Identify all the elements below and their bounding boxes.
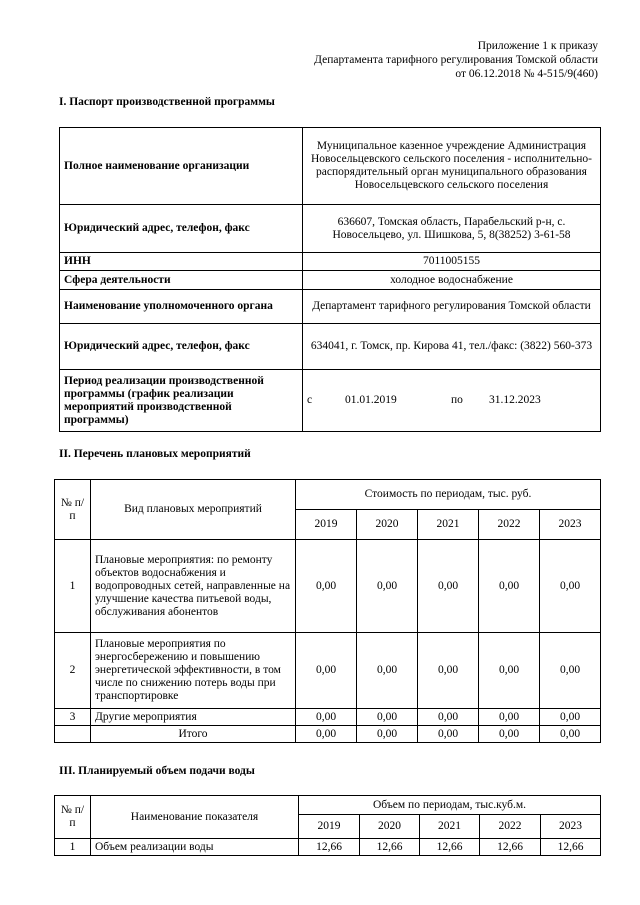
cost-value: 0,00 [540, 633, 601, 709]
period-to-word: по [451, 394, 463, 406]
cost-value: 0,00 [357, 633, 418, 709]
measure-name: Плановые мероприятия по энергосбережению и повышению энергетической эффективности, в том числе по снижению потерь воды при транспортировке [91, 633, 296, 709]
passport-value: 634041, г. Томск, пр. Кирова 41, тел./факс: (3822) 560-373 [303, 324, 601, 370]
total-value: 0,00 [418, 726, 479, 743]
passport-value: Департамент тарифного регулирования Томской области [303, 290, 601, 324]
table-row [60, 253, 601, 271]
period-value [303, 370, 601, 432]
col-number-header: № п/п [55, 480, 91, 540]
volume-value: 12,66 [541, 839, 601, 856]
year-header: 2019 [296, 510, 357, 540]
cost-value: 0,00 [479, 709, 540, 726]
cost-value: 0,00 [479, 540, 540, 633]
table-row [55, 726, 601, 743]
table-row [60, 205, 601, 253]
table-row [60, 370, 601, 432]
cost-value: 0,00 [357, 540, 418, 633]
section-2-title: II. Перечень плановых мероприятий [59, 448, 251, 460]
document-header [314, 39, 598, 81]
passport-value: холодное водоснабжение [303, 271, 601, 290]
cost-value: 0,00 [357, 709, 418, 726]
table-row [55, 480, 601, 510]
passport-label: Юридический адрес, телефон, факс [60, 205, 303, 253]
col-measure-header: Вид плановых мероприятий [91, 480, 296, 540]
table-row [60, 324, 601, 370]
total-value: 0,00 [479, 726, 540, 743]
volume-value: 12,66 [299, 839, 360, 856]
year-header: 2023 [540, 510, 601, 540]
row-number: 1 [55, 540, 91, 633]
period-from-word: с [307, 394, 313, 406]
year-header: 2021 [418, 510, 479, 540]
col-cost-header: Стоимость по периодам, тыс. руб. [296, 480, 601, 510]
header-line-2: Департамента тарифного регулирования Томской области [314, 54, 598, 66]
passport-label: Юридический адрес, телефон, факс [60, 324, 303, 370]
cost-value: 0,00 [418, 709, 479, 726]
year-header: 2020 [360, 815, 420, 839]
total-value: 0,00 [357, 726, 418, 743]
period-from-date: 01.01.2019 [345, 394, 397, 406]
measure-name: Плановые мероприятия: по ремонту объектов водоснабжения и водопроводных сетей, направленные на улучшение качества питьевой воды, обслуживания абонентов [91, 540, 296, 633]
period-to-date: 31.12.2023 [489, 394, 541, 406]
table-row [60, 290, 601, 324]
row-number: 2 [55, 633, 91, 709]
row-number [55, 726, 91, 743]
table-row [60, 271, 601, 290]
cost-value: 0,00 [418, 633, 479, 709]
year-header: 2021 [420, 815, 480, 839]
passport-value: 7011005155 [303, 253, 601, 271]
measures-table [54, 479, 601, 743]
volume-value: 12,66 [360, 839, 420, 856]
table-row [55, 633, 601, 709]
section-1-title: I. Паспорт производственной программы [59, 96, 275, 108]
col-indicator-header: Наименование показателя [91, 796, 299, 839]
year-header: 2019 [299, 815, 360, 839]
volume-value: 12,66 [420, 839, 480, 856]
table-row [60, 128, 601, 205]
year-header: 2020 [357, 510, 418, 540]
volume-table [54, 795, 601, 856]
table-row [55, 796, 601, 815]
cost-value: 0,00 [540, 709, 601, 726]
table-row [55, 540, 601, 633]
period-label: Период реализации производственной программы (график реализации мероприятий производственной программы) [60, 370, 303, 432]
cost-value: 0,00 [296, 540, 357, 633]
cost-value: 0,00 [540, 540, 601, 633]
header-line-1: Приложение 1 к приказу [477, 40, 598, 52]
passport-value: 636607, Томская область, Парабельский р-н, с. Новосельцево, ул. Шишкова, 5, 8(38252) 3-61-58 [303, 205, 601, 253]
measure-name: Другие мероприятия [91, 709, 296, 726]
year-header: 2023 [541, 815, 601, 839]
year-header: 2022 [480, 815, 541, 839]
passport-table [59, 127, 601, 432]
cost-value: 0,00 [479, 633, 540, 709]
table-row [55, 839, 601, 856]
year-header: 2022 [479, 510, 540, 540]
total-label: Итого [91, 726, 296, 743]
passport-label: ИНН [60, 253, 303, 271]
table-row [55, 709, 601, 726]
section-3-title: III. Планируемый объем подачи воды [59, 765, 255, 777]
cost-value: 0,00 [296, 709, 357, 726]
volume-value: 12,66 [480, 839, 541, 856]
total-value: 0,00 [540, 726, 601, 743]
cost-value: 0,00 [418, 540, 479, 633]
row-number: 1 [55, 839, 91, 856]
passport-label: Наименование уполномоченного органа [60, 290, 303, 324]
total-value: 0,00 [296, 726, 357, 743]
col-number-header: № п/п [55, 796, 91, 839]
passport-label: Сфера деятельности [60, 271, 303, 290]
col-volume-header: Объем по периодам, тыс.куб.м. [299, 796, 601, 815]
cost-value: 0,00 [296, 633, 357, 709]
row-number: 3 [55, 709, 91, 726]
passport-value: Муниципальное казенное учреждение Администрация Новосельцевского сельского поселения - исполнительно-распорядительный орган муниципального образования Новосельцевского сельского поселения [303, 128, 601, 205]
passport-label: Полное наименование организации [60, 128, 303, 205]
indicator-name: Объем реализации воды [91, 839, 299, 856]
header-line-3: от 06.12.2018 № 4-515/9(460) [455, 68, 598, 80]
